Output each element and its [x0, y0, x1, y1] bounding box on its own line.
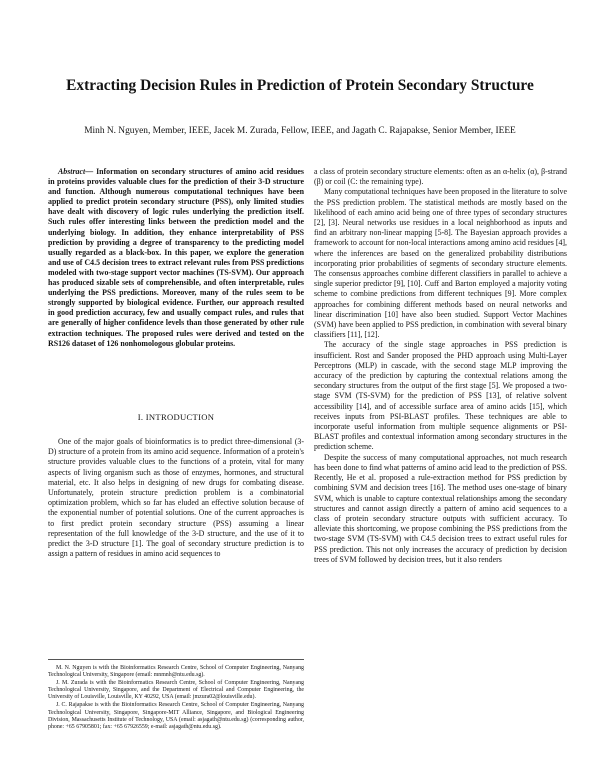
footnote: J. M. Zurada is with the Bioinformatics Research Centre, School of Computer Engineering, Nanyang Technological University, Singapore, and the Department of Electrical and Computer Engineering, the University of Louisville, Louisville, KY 40292, USA (email: jmzura02@louisville.edu). [48, 680, 304, 701]
introduction-body [48, 437, 304, 559]
abstract-lead: Abstract [58, 167, 86, 176]
footnote-divider [48, 659, 304, 660]
abstract [48, 167, 304, 349]
paragraph: a class of protein secondary structure elements: often as an α-helix (α), β-strand (β) or coil (C: the remaining type). [314, 167, 567, 187]
right-column [314, 167, 567, 565]
paragraph: Despite the success of many computational approaches, not much research has been done to find what patterns of amino acid lead to the prediction of PSS. Recently, He et al. proposed a rule-extraction method for PSS prediction by combining SVM and decision trees [16]. The method uses one-stage of binary SVM, which is unable to capture contextual relationships among the secondary structures and cannot assign directly a pattern of amino acid sequences to a class of protein secondary structure outputs with sufficient accuracy. To alleviate this shortcoming, we propose combining the PSS predictions from the two-stage SVM (TS-SVM) with C4.5 decision trees to extract useful rules for PSS prediction. This not only increases the accuracy of prediction by decision trees of SVM followed by decision trees, but it also renders [314, 452, 567, 564]
paragraph: Many computational techniques have been proposed in the literature to solve the PSS prediction problem. The statistical methods are mostly based on the likelihood of each amino acid being one of three types of secondary structures [2], [3]. Neural networks use residues in a local neighborhood as inputs and find an arbitrary non-linear mapping [5-8]. The Bayesian approach provides a framework to account for non-local interactions among amino acid residues [4], where the inferences are based on the generalized probability distributions incorporating prior probabilities of segments of secondary structure elements. The consensus approaches combine different classifiers in parallel to achieve a single superior predictor [9], [10]. Cuff and Barton employed a majority voting scheme to combine predictions from different techniques [9]. More complex approaches for combining different methods based on neural networks and linear discrimination [10] have also been studied. Support Vector Machines (SVM) have been applied to PSS prediction, in combination with several binary classifiers [11], [12]. [314, 187, 567, 340]
author-list: Minh N. Nguyen, Member, IEEE, Jacek M. Zurada, Fellow, IEEE, and Jagath C. Rajapakse, Senior Member, IEEE [84, 126, 516, 136]
paragraph: The accuracy of the single stage approaches in PSS prediction is insufficient. Rost and Sander proposed the PHD approach using Multi-Layer Perceptrons (MLP) in cascade, with the second stage MLP improving the accuracy of the prediction by capturing the contextual relations among the secondary structures from the output of the first stage [5]. We proposed a two-stage SVM (TS-SVM) for the prediction of PSS [13], of relative solvent accessibility [14], and of accessible surface area of amino acids [15], which receives inputs from PSI-BLAST profiles. These techniques are able to incorporate useful information from multiple sequence alignments or PSI-BLAST profiles and contextual information among secondary structures in the prediction scheme. [314, 340, 567, 452]
author-footnotes [48, 665, 304, 732]
paper-title: Extracting Decision Rules in Prediction of Protein Secondary Structure [66, 77, 534, 94]
footnote: M. N. Nguyen is with the Bioinformatics Research Centre, School of Computer Engineering, Nanyang Technological University, Singapore (email: mnmnh@ntu.edu.sg). [48, 665, 304, 679]
abstract-text: — Information on secondary structures of amino acid residues in proteins provides valuable clues for the prediction of their 3-D structure and function. Although numerous computational techniques have been applied to predict protein secondary structure (PSS), only limited studies have dealt with discovery of logic rules underlying the prediction itself. Such rules offer interesting links between the prediction model and the underlying biology. In addition, they enhance interpretability of PSS prediction by providing a degree of transparency to the predicting model usually regarded as a black-box. In this paper, we explore the generation and use of C4.5 decision trees to extract relevant rules from PSS predictions modeled with two-stage support vector machines (TS-SVM). Our approach has produced sizable sets of comprehensible, and often interpretable, rules underlying the PSS predictions. Moreover, many of the rules seem to be strongly supported by biological evidence. Further, our approach resulted in good prediction accuracy, few and usually compact rules, and rules that are generally of higher confidence levels than those generated by other rule extraction techniques. The proposed rules were derived and tested on the RS126 dataset of 126 nonhomologous globular proteins. [48, 167, 304, 348]
introduction-paragraph: One of the major goals of bioinformatics is to predict three-dimensional (3-D) structure of a protein from its amino acid sequence. Information of a protein's structure provides valuable clues to the functions of a protein, vital for many aspects of living organism such as those of enzymes, hormones, and structural material, etc. It also helps in designing of new drugs for combating disease. Unfortunately, protein structure prediction problem is a combinatorial optimization problem, which so far has eluded an effective solution because of the exponential number of potential solutions. One of the current approaches is to first predict protein secondary structure (PSS) assuming a linear representation of the full knowledge of the 3-D structure, and the use of it to predict the 3-D structure [1]. The goal of secondary structure prediction is to assign a pattern of residues in amino acid sequences to [48, 437, 304, 559]
footnote: J. C. Rajapakse is with the Bioinformatics Research Centre, School of Computer Engineering, Nanyang Technological University, Singapore, Singapore-MIT Alliance, Singapore, and Biological Engineering Division, Massachusetts Institute of Technology, USA (email: asjagath@ntu.edu.sg) (corresponding author, phone: +65 67905801; fax: +65 67926559; e-mail: asjagath@ntu.edu.sg). [48, 702, 304, 730]
introduction-heading: I. INTRODUCTION [137, 412, 215, 422]
